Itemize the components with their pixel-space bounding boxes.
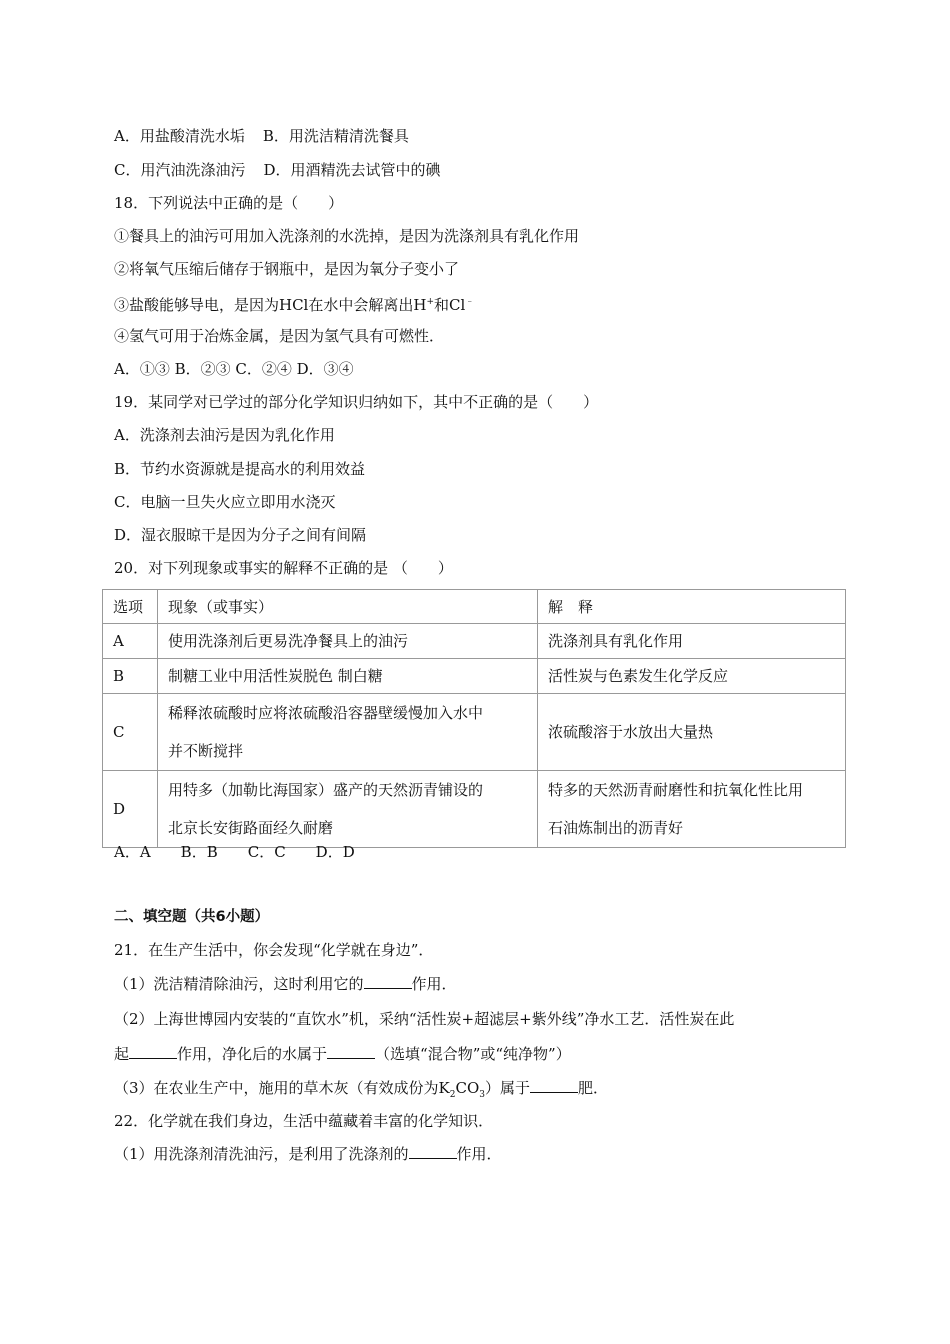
q21-part-3-co: CO [455, 1079, 480, 1097]
answer-blank[interactable] [530, 1078, 578, 1093]
table-row [103, 771, 846, 848]
q21-part-2-end: （选填“混合物”或“纯净物”） [375, 1045, 571, 1063]
table-row [103, 624, 846, 659]
answer-blank[interactable] [409, 1144, 457, 1159]
row-d-explanation-line-1: 特多的天然沥青耐磨性和抗氧化性比用 [548, 781, 804, 799]
row-d-explanation-line-2: 石油炼制出的沥青好 [548, 819, 684, 837]
row-c-option: C [103, 694, 158, 771]
header-option: 选项 [103, 590, 158, 624]
q20-stem: 20．对下列现象或事实的解释不正确的是 （ ） [114, 559, 453, 577]
q18-statement-2: ②将氧气压缩后储存于钢瓶中，是因为氧分子变小了 [114, 260, 460, 278]
q18-statement-1: ①餐具上的油污可用加入洗涤剂的水洗掉，是因为洗涤剂具有乳化作用 [114, 227, 580, 245]
answer-blank[interactable] [327, 1044, 375, 1059]
table-row [103, 659, 846, 694]
row-d-option: D [103, 771, 158, 848]
q22-part-1-text: （1）用洗涤剂清洗油污，是利用了洗涤剂的 [114, 1145, 409, 1163]
table-header-row [103, 590, 846, 624]
q17-option-d: D．用酒精洗去试管中的碘 [263, 161, 441, 179]
q22-part-1-end: 作用． [456, 1145, 502, 1163]
row-c-explanation: 浓硫酸溶于水放出大量热 [538, 694, 846, 771]
section-2-title: 二、填空题（共6小题） [114, 909, 270, 925]
q18-statement-3-text: ③盐酸能够导电，是因为HCl在水中会解离出H [114, 296, 427, 314]
row-a-explanation: 洗涤剂具有乳化作用 [538, 624, 846, 659]
q19-option-c: C．电脑一旦失火应立即用水浇灭 [114, 493, 336, 511]
q20-table [102, 589, 846, 848]
q18-statement-4: ④氢气可用于冶炼金属，是因为氢气具有可燃性． [114, 327, 445, 345]
q17-options-row-1 [114, 125, 409, 147]
q19-option-a: A．洗涤剂去油污是因为乳化作用 [114, 426, 335, 444]
q19-stem: 19．某同学对已学过的部分化学知识归纳如下，其中不正确的是（ ） [114, 393, 599, 411]
co3-subscript: 3 [479, 1090, 486, 1100]
q21-part-3-mid: ）属于 [485, 1079, 531, 1097]
q21-part-1-text: （1）洗洁精清除油污，这时利用它的 [114, 975, 364, 993]
chloride-ion-charge: ﹣ [465, 297, 475, 307]
q20-options: A．A B．B C．C D．D [114, 843, 355, 861]
q17-option-c: C．用汽油洗涤油污 [114, 161, 246, 179]
answer-blank[interactable] [364, 974, 412, 989]
row-b-fact: 制糖工业中用活性炭脱色 制白糖 [158, 659, 538, 694]
row-d-explanation [538, 771, 846, 848]
row-b-explanation: 活性炭与色素发生化学反应 [538, 659, 846, 694]
row-b-option: B [103, 659, 158, 694]
row-c-fact [158, 694, 538, 771]
q22-part-1 [114, 1143, 502, 1165]
q18-stem: 18．下列说法中正确的是（ ） [114, 194, 344, 212]
q19-option-d: D．湿衣服晾干是因为分子之间有间隔 [114, 526, 367, 544]
answer-blank[interactable] [129, 1044, 177, 1059]
q17-option-a: A．用盐酸清洗水垢 [114, 127, 245, 145]
q18-statement-3-mid: 和Cl [434, 296, 466, 314]
q21-part-2-line-1: （2）上海世博园内安装的“直饮水”机，采纳“活性炭+超滤层+紫外线”净水工艺．活性炭在此 [114, 1010, 735, 1028]
q18-options: A．①③ B．②③ C．②④ D．③④ [114, 360, 354, 378]
row-c-fact-line-1: 稀释浓硫酸时应将浓硫酸沿容器壁缓慢加入水中 [168, 704, 484, 722]
q18-statement-3 [114, 291, 474, 316]
hydrogen-ion-charge: + [426, 297, 434, 307]
row-a-fact: 使用洗涤剂后更易洗净餐具上的油污 [158, 624, 538, 659]
q21-part-1-end: 作用． [411, 975, 457, 993]
header-fact: 现象（或事实） [158, 590, 538, 624]
row-d-fact-line-2: 北京长安街路面经久耐磨 [168, 819, 334, 837]
q19-option-b: B．节约水资源就是提高水的利用效益 [114, 460, 366, 478]
q17-option-b: B．用洗洁精清洗餐具 [262, 127, 409, 145]
header-explanation: 解 释 [538, 590, 846, 624]
row-a-option: A [103, 624, 158, 659]
k2-subscript: 2 [449, 1090, 456, 1100]
table-row [103, 694, 846, 771]
q22-stem: 22．化学就在我们身边，生活中蕴藏着丰富的化学知识． [114, 1112, 494, 1130]
q21-part-3-text: （3）在农业生产中，施用的草木灰（有效成份为K [114, 1079, 450, 1097]
q21-part-2-line-2 [114, 1043, 571, 1065]
row-d-fact-line-1: 用特多（加勒比海国家）盛产的天然沥青铺设的 [168, 781, 484, 799]
q21-part-2-start: 起 [114, 1045, 130, 1063]
q21-part-1 [114, 973, 457, 995]
row-c-fact-line-2: 并不断搅拌 [168, 742, 244, 760]
q21-part-3-end: 肥． [578, 1079, 609, 1097]
q21-part-3 [114, 1077, 608, 1106]
q21-stem: 21．在生产生活中，你会发现“化学就在身边”． [114, 941, 434, 959]
q21-part-2-mid: 作用，净化后的水属于 [177, 1045, 328, 1063]
q17-options-row-2 [114, 159, 441, 181]
row-d-fact [158, 771, 538, 848]
